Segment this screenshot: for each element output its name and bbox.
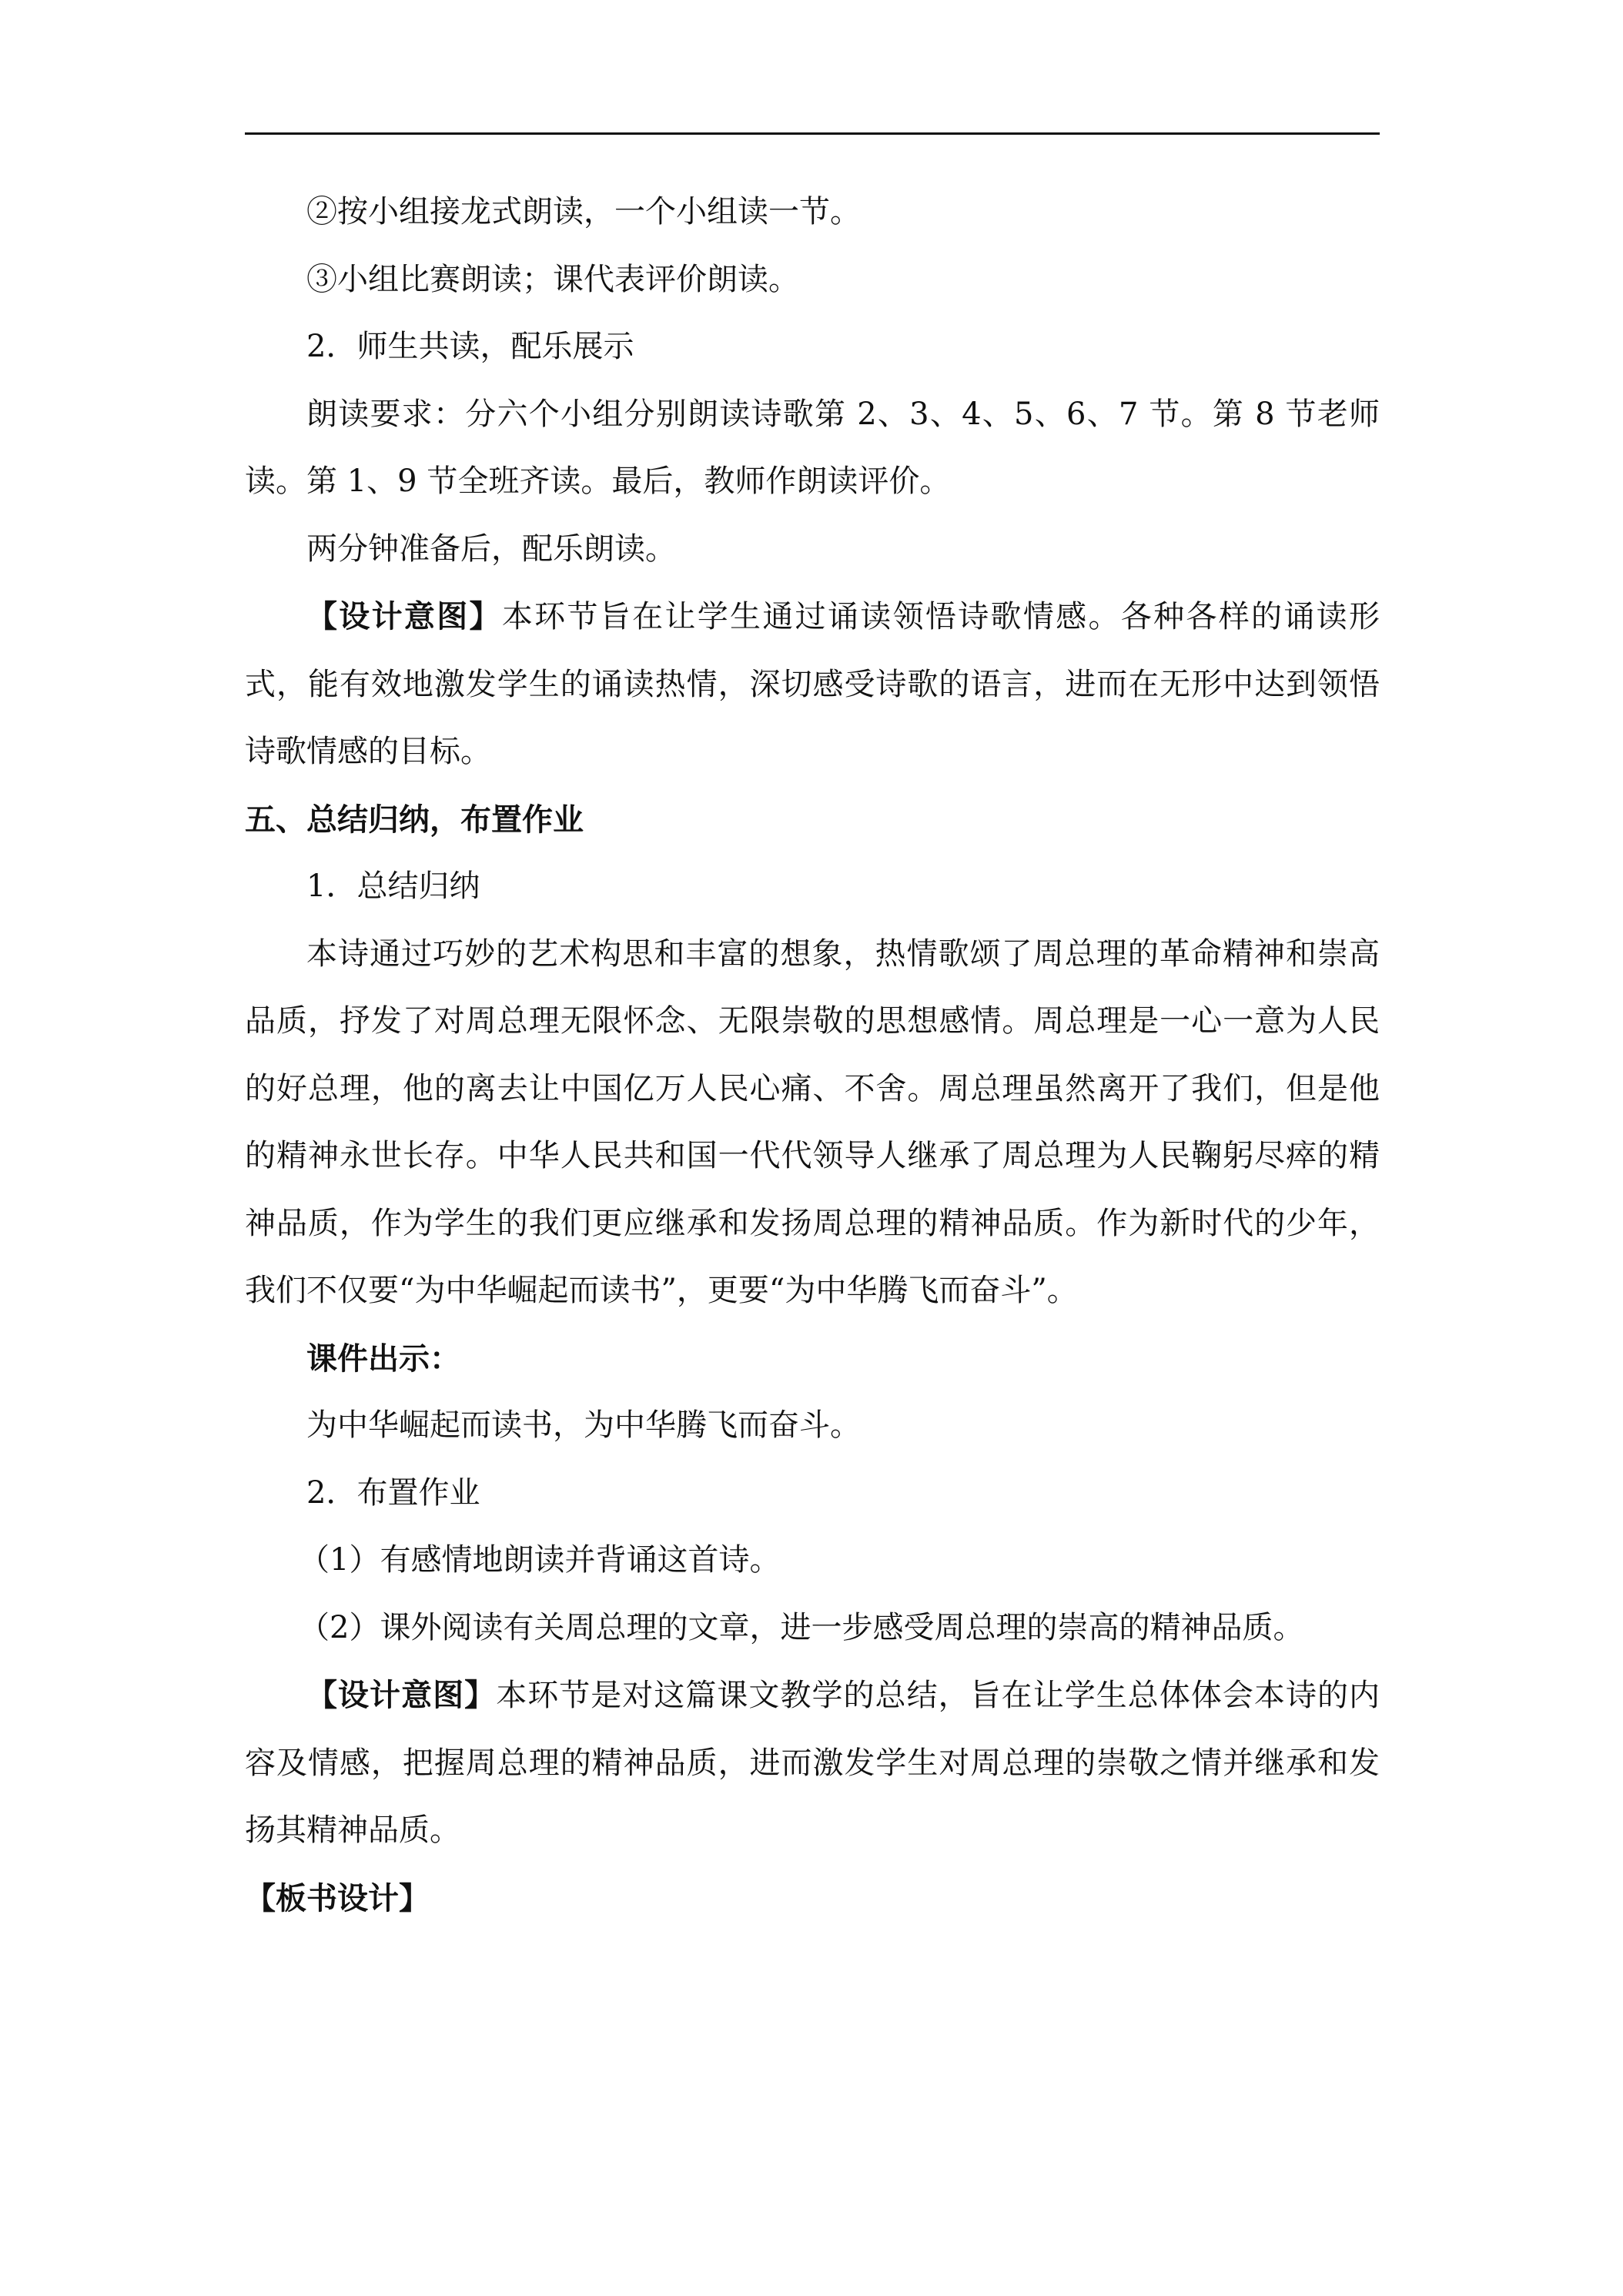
design-intent-text: 本环节是对这篇课文教学的总结，旨在让学生总体体会本诗的内容及情感，把握周总理的精神品质，进而激发学生对周总理的崇敬之情并继承和发扬其精神品质。 — [245, 1678, 1380, 1848]
design-intent-label: 【设计意图】 — [306, 598, 502, 634]
subheading-homework: 2．布置作业 — [306, 1474, 480, 1511]
paragraph-design-intent-1 — [245, 583, 1380, 786]
paragraph-step2: ②按小组接龙式朗读，一个小组读一节。 — [306, 194, 861, 229]
paragraph-step3: ③小组比赛朗读；课代表评价朗读。 — [306, 261, 799, 297]
homework-item: （1）有感情地朗读并背诵这首诗。 — [299, 1542, 781, 1578]
section-heading-5: 五、总结归纳，布置作业 — [245, 801, 584, 838]
subheading-summary: 1．总结归纳 — [306, 869, 480, 904]
courseware-label: 课件出示： — [306, 1340, 460, 1377]
subheading-teacher-student-reading: 2．师生共读，配乐展示 — [306, 329, 634, 364]
paragraph-preparation: 两分钟准备后，配乐朗读。 — [306, 530, 676, 567]
paragraph-reading-requirements: 朗读要求：分六个小组分别朗读诗歌第 2、3、4、5、6、7 节。第 8 节老师读。第 1、9 节全班齐读。最后，教师作朗读评价。 — [245, 396, 1380, 499]
courseware-text: 为中华崛起而读书，为中华腾飞而奋斗。 — [306, 1407, 861, 1443]
document-body — [245, 179, 1380, 1932]
board-design-heading: 【板书设计】 — [245, 1879, 430, 1916]
header-rule — [245, 132, 1380, 135]
paragraph-summary: 本诗通过巧妙的艺术构思和丰富的想象，热情歌颂了周总理的革命精神和崇高品质，抒发了对周总理无限怀念、无限崇敬的思想感情。周总理是一心一意为人民的好总理，他的离去让中国亿万人民心痛、不舍。周总理虽然离开了我们，但是他的精神永世长存。中华人民共和国一代代领导人继承了周总理为人民鞠躬尽瘁的精神品质，作为学生的我们更应继承和发扬周总理的精神品质。作为新时代的少年，我们不仅要“为中华崛起而读书”，更要“为中华腾飞而奋斗”。 — [245, 935, 1380, 1308]
design-intent-label: 【设计意图】 — [306, 1677, 497, 1713]
paragraph-design-intent-2 — [245, 1662, 1380, 1865]
design-intent-text: 本环节旨在让学生通过诵读领悟诗歌情感。各种各样的诵读形式，能有效地激发学生的诵读热情，深切感受诗歌的语言，进而在无形中达到领悟诗歌情感的目标。 — [245, 599, 1380, 769]
homework-item: （2）课外阅读有关周总理的文章，进一步感受周总理的崇高的精神品质。 — [299, 1609, 1304, 1645]
